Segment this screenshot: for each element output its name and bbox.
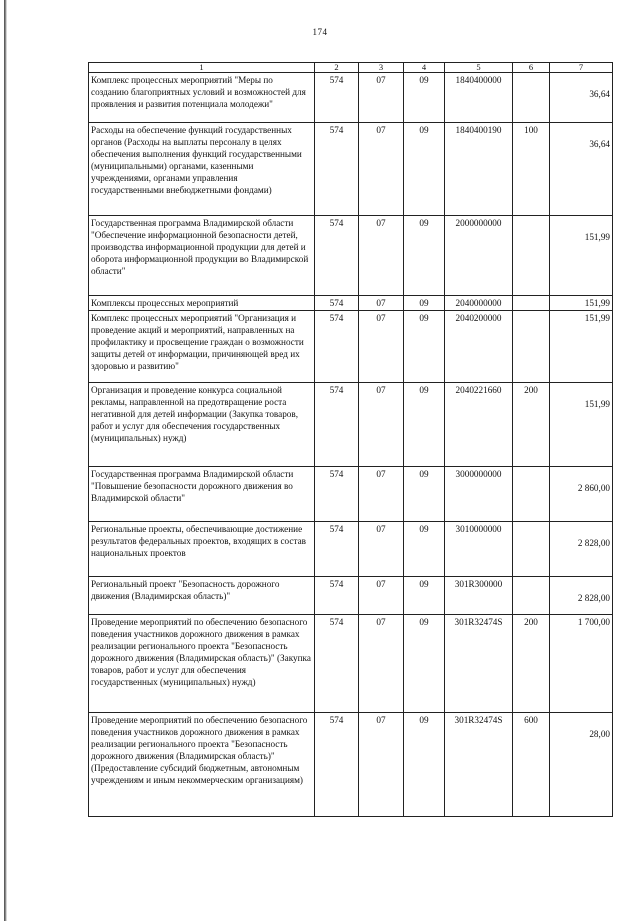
row-c3: 07 <box>359 383 404 467</box>
row-c6 <box>513 577 550 615</box>
column-number: 2 <box>315 63 359 73</box>
row-c4: 09 <box>404 713 445 817</box>
row-name: Проведение мероприятий по обеспечению безопасного поведения участников дорожного движения в рамках реализации регионального проекта "Безопасность дорожного движения (Владимирская область)" (Закупка товаров, работ и услуг для обеспечения государственных (муниципальных) нужд) <box>89 615 315 713</box>
row-c4: 09 <box>404 73 445 123</box>
column-number-row <box>89 63 613 73</box>
row-c4: 09 <box>404 577 445 615</box>
table-row <box>89 615 613 713</box>
row-c2: 574 <box>315 577 359 615</box>
row-c7: 151,99 <box>584 298 610 308</box>
column-number: 7 <box>550 63 613 73</box>
column-number: 5 <box>445 63 513 73</box>
row-c5: 2000000000 <box>445 216 513 296</box>
row-c5: 2040000000 <box>445 296 513 311</box>
row-c7: 28,00 <box>589 729 610 739</box>
row-name: Региональные проекты, обеспечивающие достижение результатов федеральных проектов, входящих в состав национальных проектов <box>89 522 315 577</box>
row-c2: 574 <box>315 73 359 123</box>
table-row <box>89 577 613 615</box>
row-c2: 574 <box>315 123 359 216</box>
row-name: Комплекс процессных мероприятий "Организация и проведение акций и мероприятий, направленных на профилактику и просвещение граждан о возможности защиты детей от информации, причиняющей вред их здоровью и развитию" <box>89 311 315 383</box>
row-c7: 151,99 <box>584 232 610 242</box>
row-c3: 07 <box>359 467 404 522</box>
row-name: Расходы на обеспечение функций государственных органов (Расходы на выплаты персоналу в целях обеспечения выполнения функций государственными (муниципальными) органами, казенными учреждениями, органами управления государственными внебюджетными фондами) <box>89 123 315 216</box>
row-c3: 07 <box>359 615 404 713</box>
row-c6 <box>513 467 550 522</box>
row-c7: 1 700,00 <box>577 617 610 627</box>
table-row <box>89 383 613 467</box>
row-c3: 07 <box>359 73 404 123</box>
row-c2: 574 <box>315 383 359 467</box>
row-c4: 09 <box>404 123 445 216</box>
table-row <box>89 296 613 311</box>
row-c5: 301R300000 <box>445 577 513 615</box>
row-c4: 09 <box>404 522 445 577</box>
row-c7: 36,64 <box>589 139 610 149</box>
table-row <box>89 216 613 296</box>
table-row <box>89 311 613 383</box>
row-c6 <box>513 216 550 296</box>
table-row <box>89 123 613 216</box>
column-number: 1 <box>89 63 315 73</box>
row-c4: 09 <box>404 216 445 296</box>
row-c4: 09 <box>404 296 445 311</box>
column-number: 4 <box>404 63 445 73</box>
row-c7: 151,99 <box>584 313 610 323</box>
row-c3: 07 <box>359 713 404 817</box>
row-name: Государственная программа Владимирской области "Обеспечение информационной безопасности детей, производства информационной продукции для детей и оборота информационной продукции во Владимирской области" <box>89 216 315 296</box>
row-c3: 07 <box>359 577 404 615</box>
row-c2: 574 <box>315 522 359 577</box>
row-c3: 07 <box>359 311 404 383</box>
column-number: 6 <box>513 63 550 73</box>
row-c7: 2 828,00 <box>577 538 610 548</box>
row-c6: 200 <box>513 383 550 467</box>
table-row <box>89 522 613 577</box>
row-c5: 2040221660 <box>445 383 513 467</box>
row-c6 <box>513 522 550 577</box>
page-number: 174 <box>312 27 328 37</box>
row-c6 <box>513 296 550 311</box>
row-c4: 09 <box>404 467 445 522</box>
row-name: Комплексы процессных мероприятий <box>89 296 315 311</box>
row-c3: 07 <box>359 522 404 577</box>
scan-shadow-edge <box>4 0 7 921</box>
row-c5: 3000000000 <box>445 467 513 522</box>
row-c7: 151,99 <box>584 399 610 409</box>
row-c2: 574 <box>315 311 359 383</box>
row-c4: 09 <box>404 383 445 467</box>
row-c2: 574 <box>315 615 359 713</box>
table-row <box>89 73 613 123</box>
row-c5: 301R32474S <box>445 713 513 817</box>
row-name: Проведение мероприятий по обеспечению безопасного поведения участников дорожного движения в рамках реализации регионального проекта "Безопасность дорожного движения (Владимирская область)" (Предоставление субсидий бюджетным, автономным учреждениям и иным некоммерческим организациям) <box>89 713 315 817</box>
row-c5: 1840400000 <box>445 73 513 123</box>
row-name: Государственная программа Владимирской области "Повышение безопасности дорожного движения во Владимирской области" <box>89 467 315 522</box>
row-c7: 2 828,00 <box>577 593 610 603</box>
row-c6: 600 <box>513 713 550 817</box>
row-c7: 2 860,00 <box>577 483 610 493</box>
row-c2: 574 <box>315 216 359 296</box>
row-c7: 36,64 <box>589 89 610 99</box>
table-row <box>89 713 613 817</box>
budget-table <box>88 62 613 817</box>
row-name: Региональный проект "Безопасность дорожного движения (Владимирская область)" <box>89 577 315 615</box>
row-c6 <box>513 311 550 383</box>
row-c4: 09 <box>404 615 445 713</box>
row-c2: 574 <box>315 296 359 311</box>
row-c6: 200 <box>513 615 550 713</box>
row-c4: 09 <box>404 311 445 383</box>
row-c5: 301R32474S <box>445 615 513 713</box>
row-c2: 574 <box>315 467 359 522</box>
row-name: Организация и проведение конкурса социальной рекламы, направленной на предотвращение роста негативной для детей информации (Закупка товаров, работ и услуг для обеспечения государственных (муниципальных) нужд) <box>89 383 315 467</box>
row-c3: 07 <box>359 123 404 216</box>
row-c5: 1840400190 <box>445 123 513 216</box>
row-c3: 07 <box>359 296 404 311</box>
row-c5: 3010000000 <box>445 522 513 577</box>
column-number: 3 <box>359 63 404 73</box>
table-row <box>89 467 613 522</box>
row-c2: 574 <box>315 713 359 817</box>
row-c3: 07 <box>359 216 404 296</box>
row-c5: 2040200000 <box>445 311 513 383</box>
row-name: Комплекс процессных мероприятий "Меры по созданию благоприятных условий и возможностей для проявления и развития потенциала молодежи" <box>89 73 315 123</box>
row-c6: 100 <box>513 123 550 216</box>
row-c6 <box>513 73 550 123</box>
